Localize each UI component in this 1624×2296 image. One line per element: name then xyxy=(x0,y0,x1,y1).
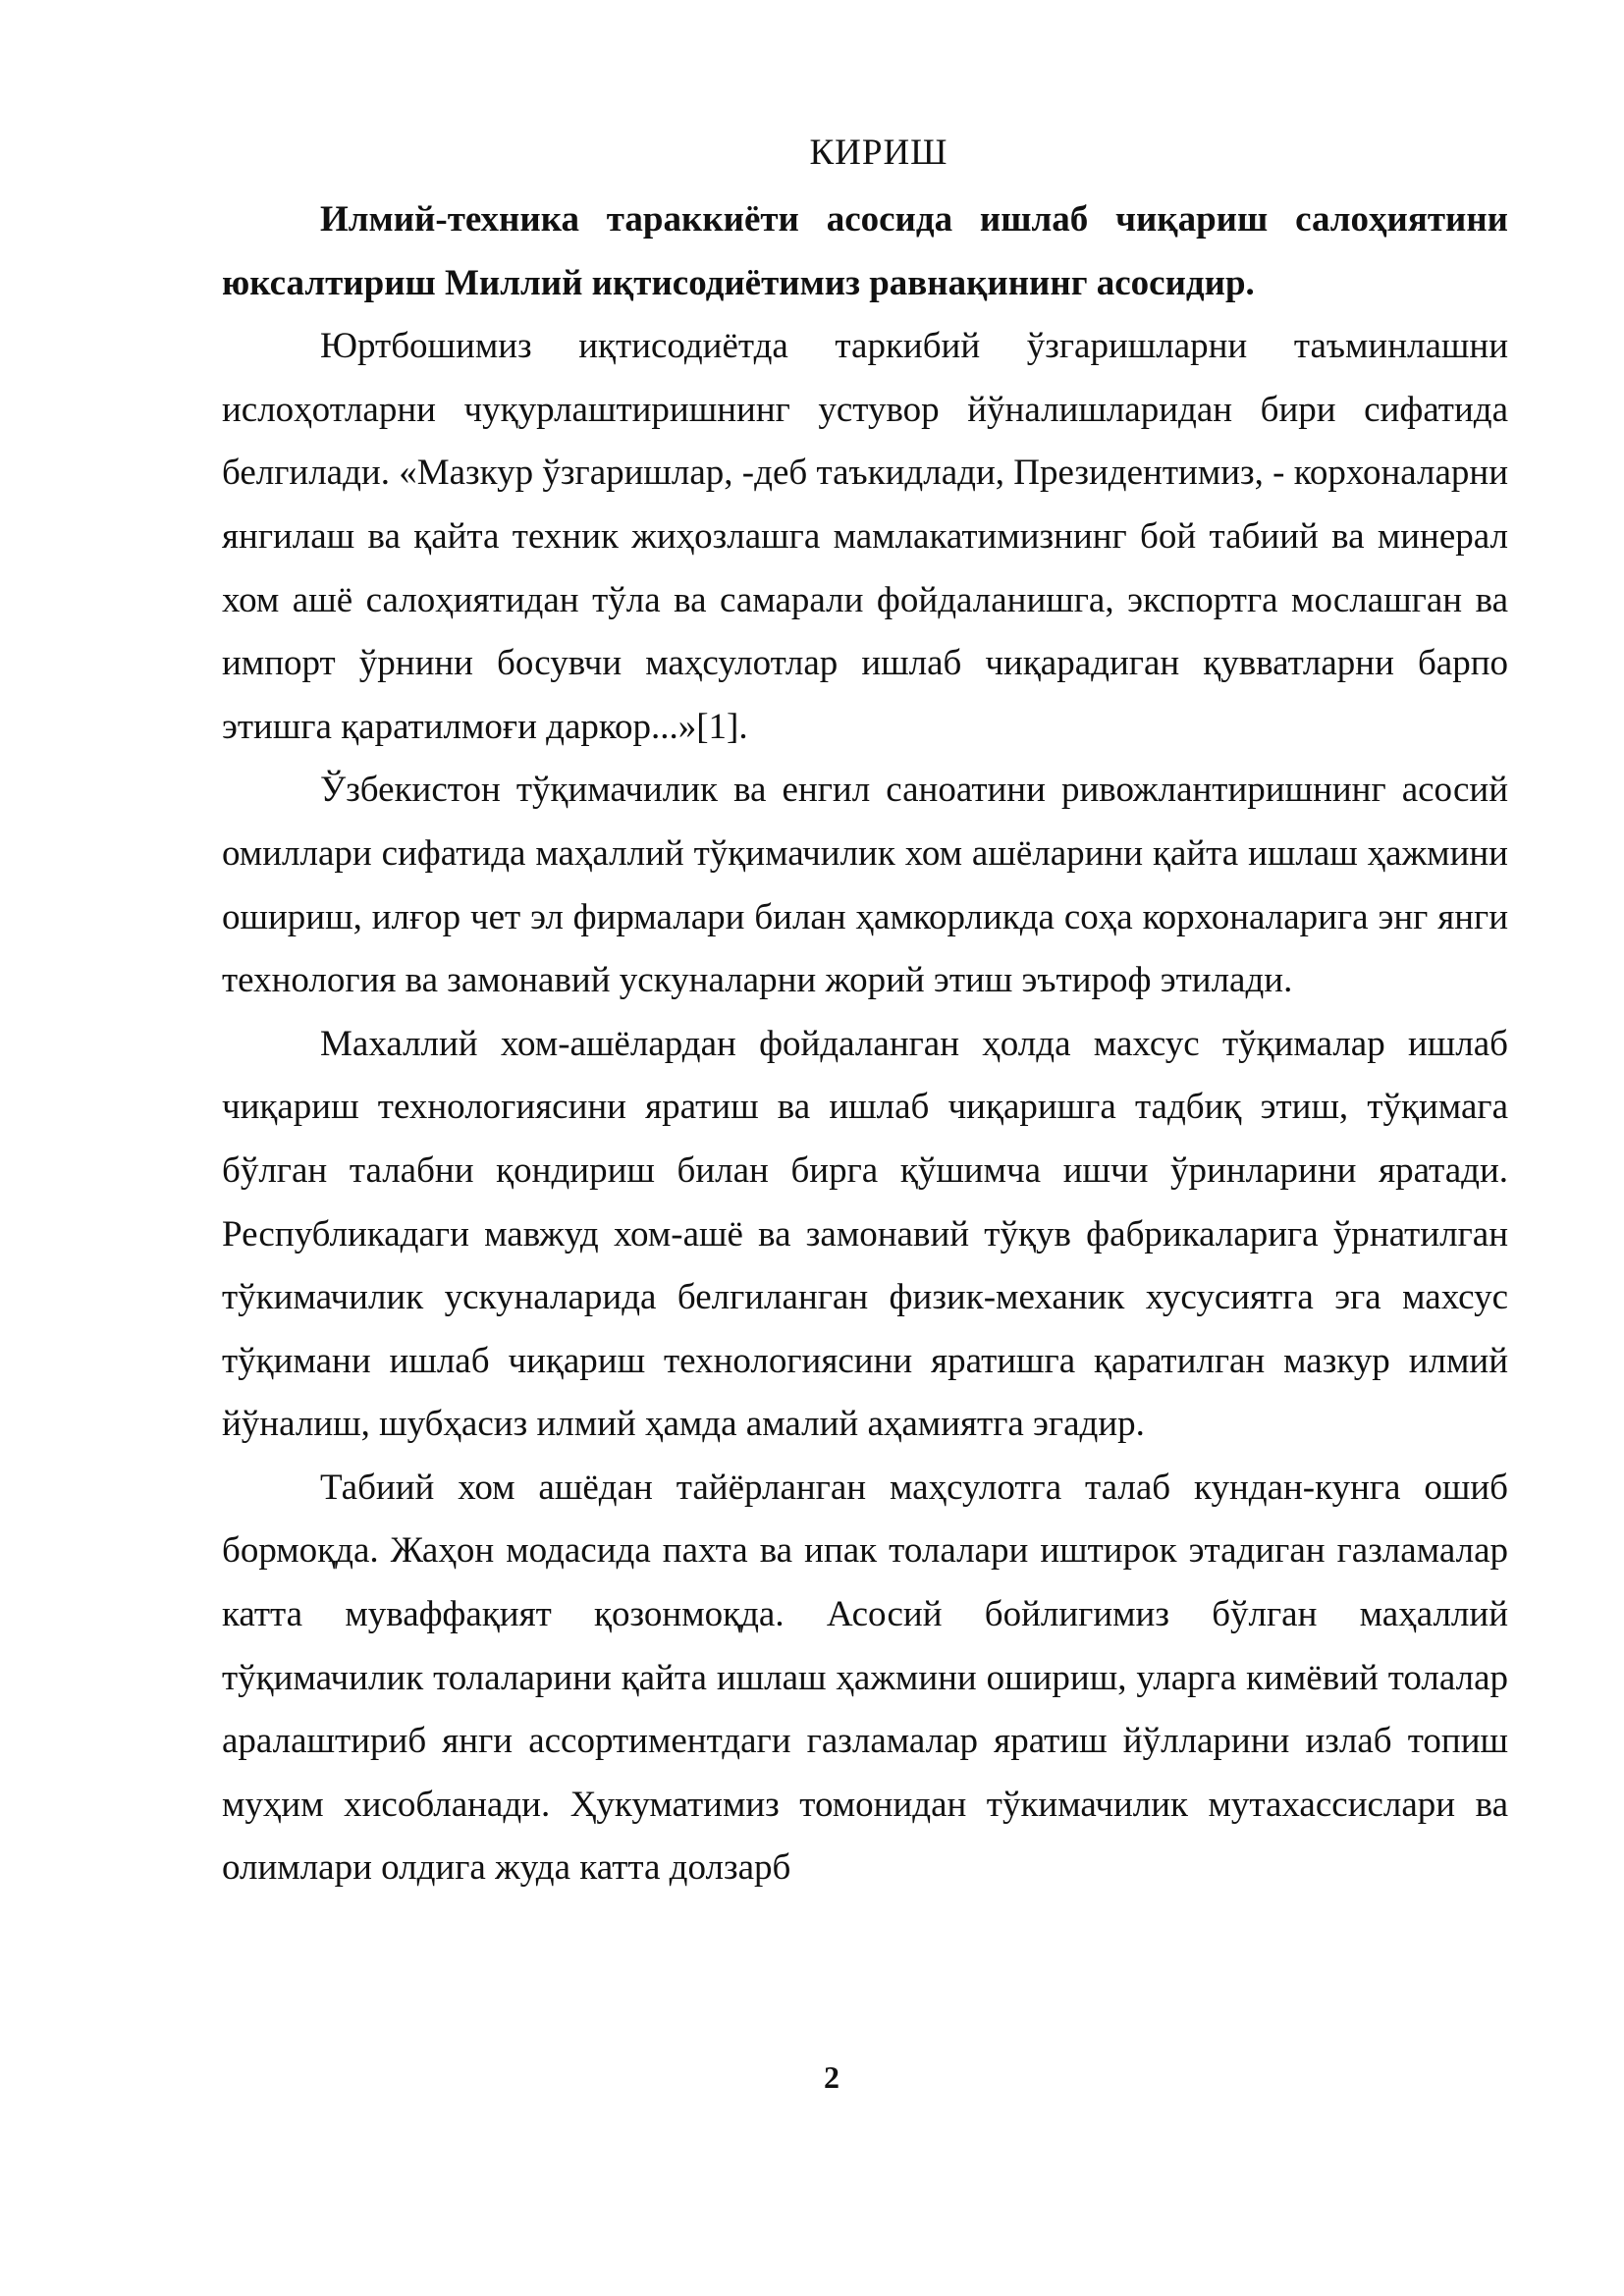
document-body xyxy=(222,124,1508,1900)
paragraph-5: Табиий хом ашёдан тайёрланган маҳсулотга талаб кундан-кунга ошиб бормоқда. Жаҳон модасида пахта ва ипак толалари иштирок этадиган газламалар катта муваффақият қозонмоқда. Асосий бойлигимиз бўлган маҳаллий тўқимачилик толаларини қайта ишлаш ҳажмини ошириш, уларга кимёвий толалар аралаштириб янги ассортиментдаги газламалар яратиш йўлларини излаб топиш муҳим хисобланади. Ҳукуматимиз томонидан тўкимачилик мутахассислари ва олимлари олдига жуда катта долзарб xyxy=(222,1467,1508,1889)
paragraph-2: Юртбошимиз иқтисодиётда таркибий ўзгаришларни таъминлашни ислоҳотларни чуқурлаштиришнинг устувор йўналишларидан бири сифатида белгилади. «Мазкур ўзгаришлар, -деб таъкидлади, Президентимиз, - корхоналарни янгилаш ва қайта техник жиҳозлашга мамлакатимизнинг бой табиий ва минерал хом ашё салоҳиятидан тўла ва самарали фойдаланишга, экспортга мослашган ва импорт ўрнини босувчи маҳсулотлар ишлаб чиқарадиган қувватларни барпо этишга қаратилмоғи даркор...»[1]. xyxy=(222,326,1508,747)
paragraph-1: Илмий-техника тараккиёти асосида ишлаб чиқариш салоҳиятини юксалтириш Миллий иқтисодиётимиз равнақининг асосидир. xyxy=(222,199,1508,303)
section-heading: КИРИШ xyxy=(809,133,948,173)
page-number: 2 xyxy=(824,2059,839,2095)
paragraph-4: Махаллий хом-ашёлардан фойдаланган ҳолда махсус тўқималар ишлаб чиқариш технологиясини яратиш ва ишлаб чиқаришга тадбиқ этиш, тўқимага бўлган талабни қондириш билан бирга қўшимча ишчи ўринларини яратади. Республикадаги мавжуд хом-ашё ва замонавий тўқув фабрикаларига ўрнатилган тўкимачилик ускуналарида белгиланган физик-механик хусусиятга эга махсус тўқимани ишлаб чиқариш технологиясини яратишга қаратилган мазкур илмий йўналиш, шубҳасиз илмий ҳамда амалий аҳамиятга эгадир. xyxy=(222,1023,1508,1445)
paragraph-3: Ўзбекистон тўқимачилик ва енгил саноатини ривожлантиришнинг асосий омиллари сифатида маҳаллий тўқимачилик хом ашёларини қайта ишлаш ҳажмини ошириш, илғор чет эл фирмалари билан ҳамкорликда соҳа корхоналарига энг янги технология ва замонавий ускуналарни жорий этиш эътироф этилади. xyxy=(222,770,1508,1001)
